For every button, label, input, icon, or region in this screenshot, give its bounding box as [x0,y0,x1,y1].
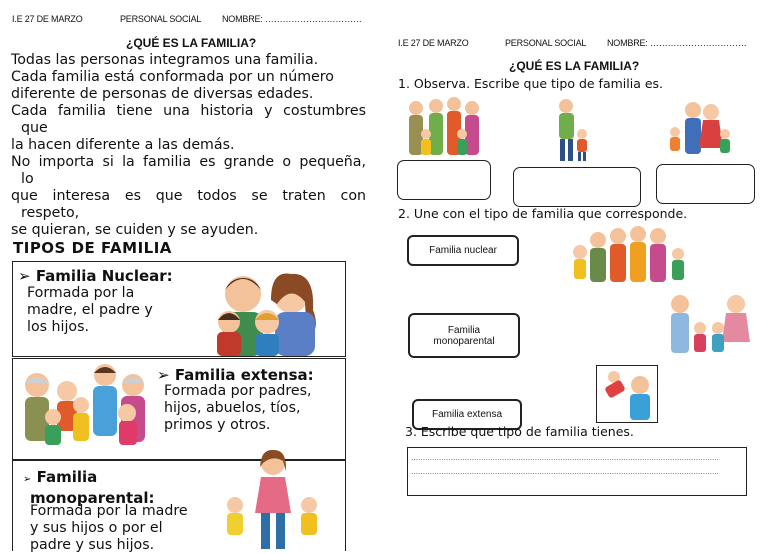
intro-line: diferente de personas de diversas edades. [11,86,314,102]
single-parent-title: ➢ Familia monoparental: [23,468,155,507]
question-2: 2. Une con el tipo de familia que corresponde. [398,206,688,221]
extended-description: Formada por padres, hijos, abuelos, tíos, primos y otros. [164,383,312,433]
single-parent-description: Formada por la madre y sus hijos o por el padre y sus hijos. [30,503,188,553]
family-answer-box[interactable] [407,447,747,496]
header-area: PERSONAL SOCIAL [120,14,202,24]
answer-box-1[interactable] [397,160,491,200]
intro-line: Cada familia está conformada por un número [11,69,334,85]
header-name: NOMBRE: …………………………… [607,38,747,48]
page-title: ¿QUÉ ES LA FAMILIA? [126,36,257,50]
single-parent-match-picture [596,365,658,423]
single-parent-family-box [12,460,346,551]
single-parent-illustration [213,449,333,549]
nuclear-title: ➢ Familia Nuclear: [18,267,173,285]
intro-line: que interesa es que todos se traten con [11,188,366,204]
question-1: 1. Observa. Escribe que tipo de familia es. [398,76,664,91]
nuclear-family-box [12,261,346,357]
single-parent-picture [552,98,592,162]
intro-paragraph [11,52,366,239]
extended-title: ➢ Familia extensa: [157,366,314,384]
intro-line: se quieran, se cuiden y se ayuden. [11,222,259,238]
label-nuclear[interactable]: Familia nuclear [407,235,519,266]
answer-box-2[interactable] [513,167,641,207]
page-title: ¿QUÉ ES LA FAMILIA? [509,59,640,73]
intro-line: lo [21,171,34,187]
intro-line: No importa si la familia es grande o pequeña, [11,154,366,170]
intro-line: la hacen diferente a las demás. [11,137,235,153]
label-extended[interactable]: Familia extensa [412,399,522,430]
nuclear-family-illustration [195,270,341,356]
nuclear-family-picture [667,100,735,160]
header-name: NOMBRE: …………………………… [222,14,362,24]
header-school: I.E 27 DE MARZO [12,14,83,24]
label-single-parent[interactable]: Familia monoparental [408,313,520,358]
nuclear-family-match-picture [666,292,752,358]
header-school: I.E 27 DE MARZO [398,38,469,48]
question-3: 3. Escribe que tipo de familia tienes. [405,424,634,439]
answer-box-3[interactable] [656,164,755,204]
dotted-line-2: …………………………………………………………………………………………………………………… [411,468,719,476]
extended-family-box [12,358,346,460]
intro-line: Todas las personas integramos una familia. [11,52,319,68]
bullet-icon: ➢ [23,474,32,485]
extended-family-match-picture [568,224,688,286]
dotted-line-1: …………………………………………………………………………………………………………………… [411,454,719,462]
intro-line: respeto, [21,205,80,221]
extended-family-picture [404,96,482,160]
intro-line: que [21,120,48,136]
extended-family-illustration [15,361,155,451]
nuclear-description: Formada por la madre, el padre y los hijos. [27,285,153,335]
intro-line: Cada familia tiene una historia y costumbres [11,103,366,119]
types-title: TIPOS DE FAMILIA [13,239,172,257]
bullet-icon: ➢ [157,366,170,384]
header-area: PERSONAL SOCIAL [505,38,587,48]
bullet-icon: ➢ [18,267,31,285]
